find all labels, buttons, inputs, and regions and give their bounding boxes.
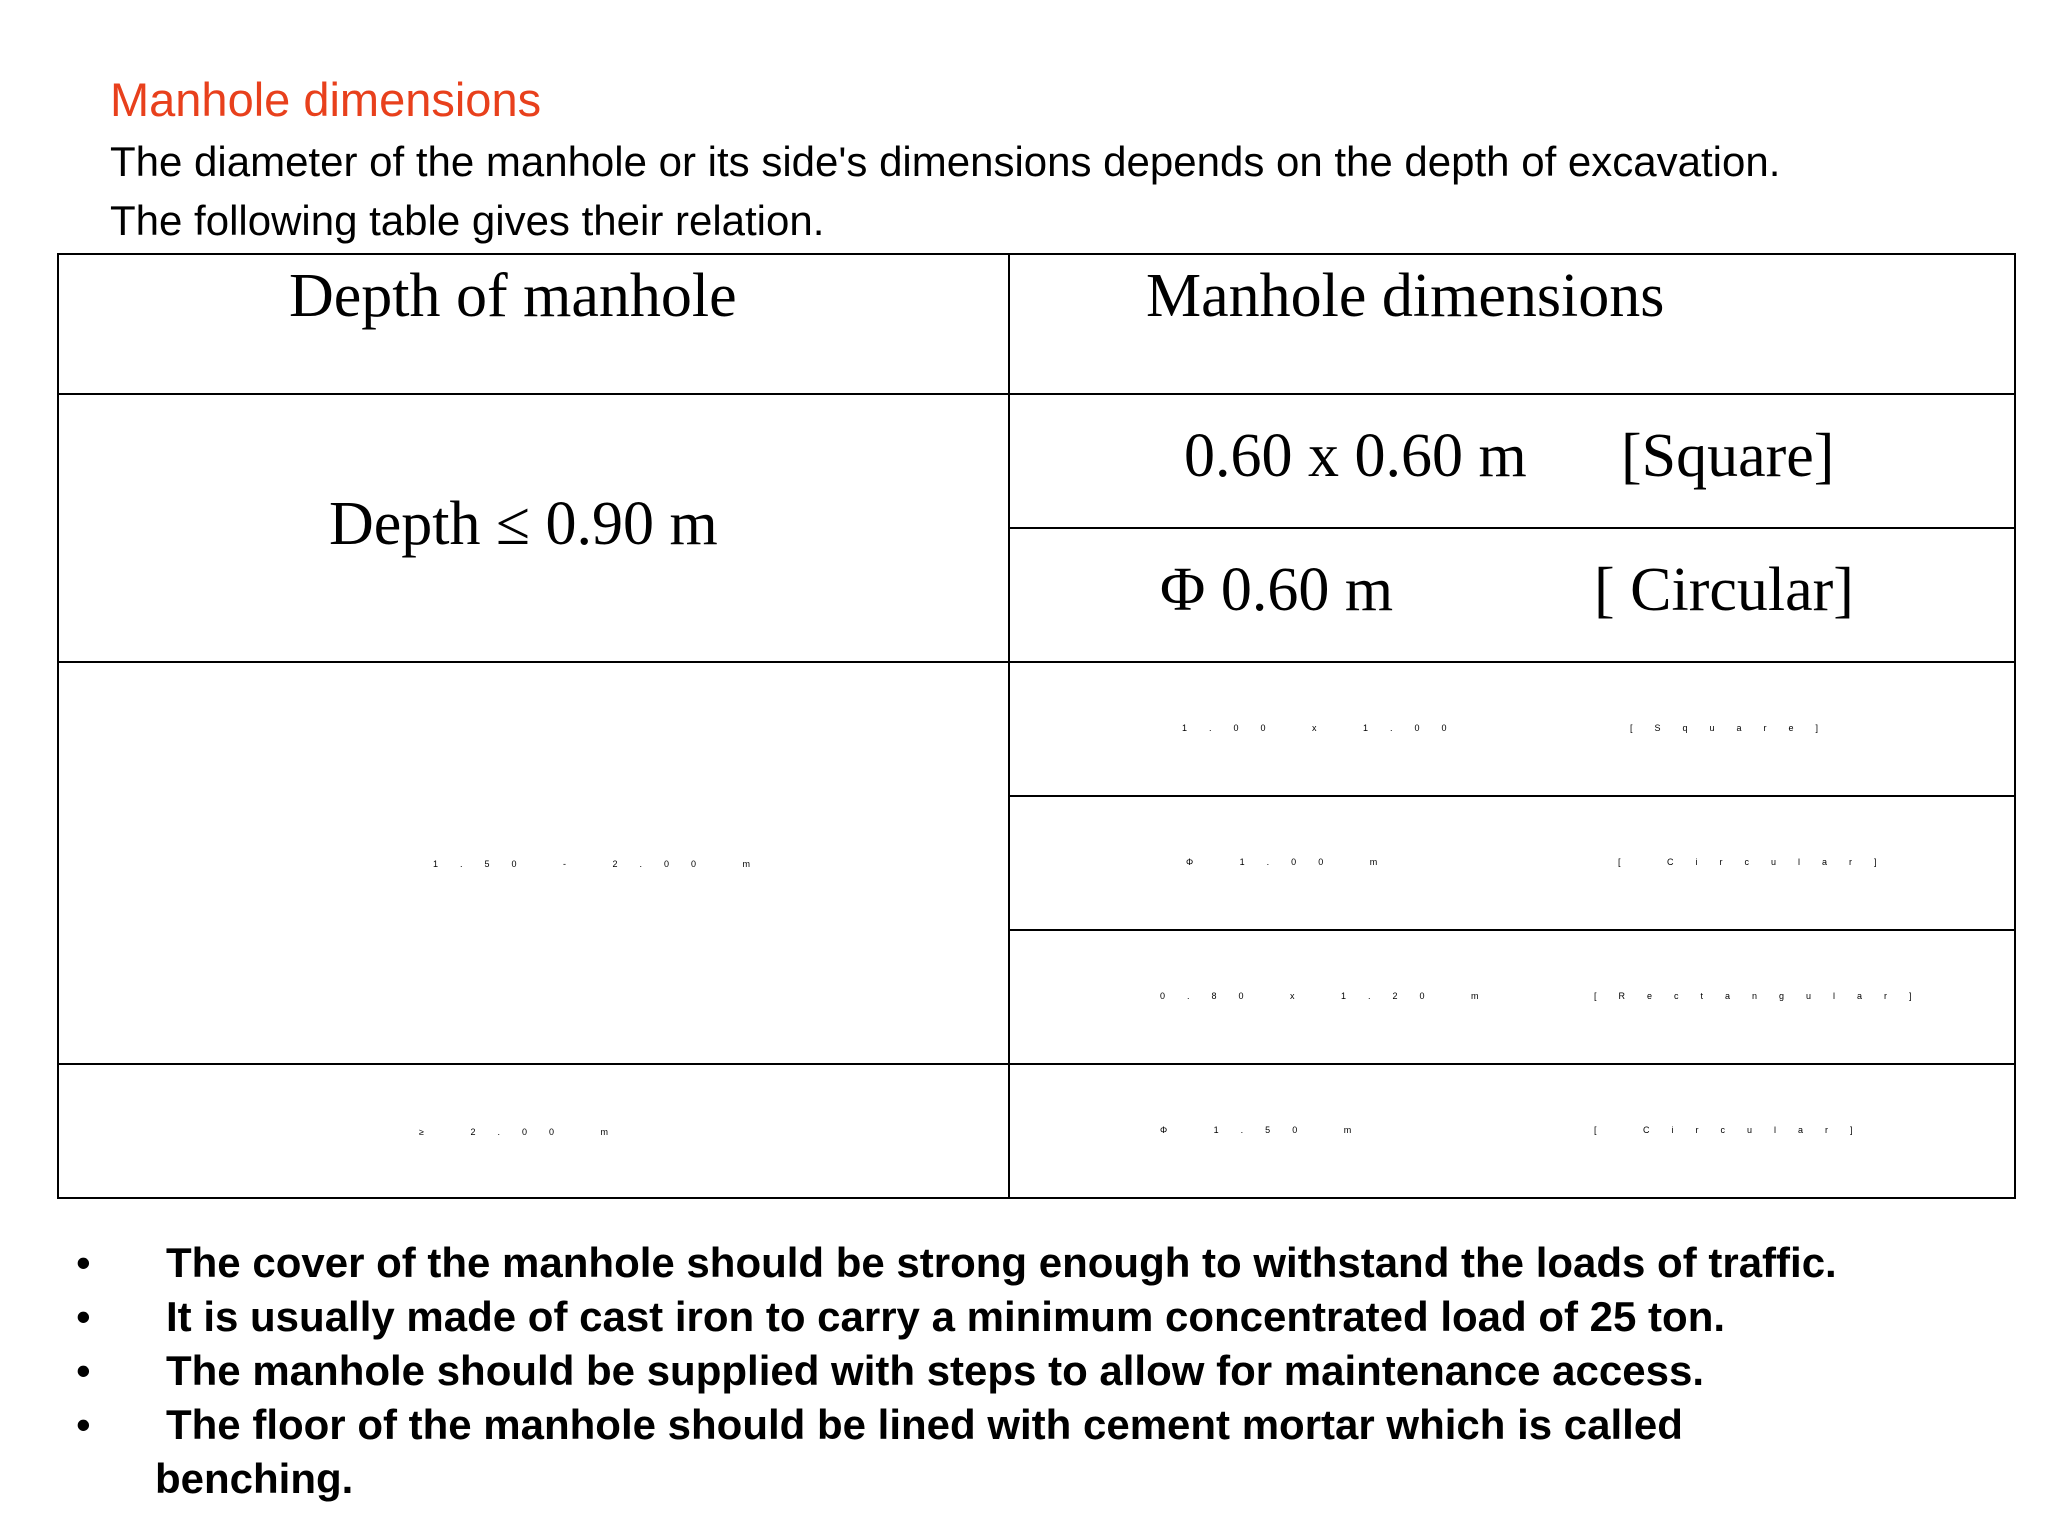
table-header-row [58,254,2015,394]
depth-value: 1.50 - 2.00 m [433,859,773,869]
header-depth: Depth of manhole [289,262,737,330]
dimension-cell [1009,1064,2015,1198]
table-row [58,1064,2015,1198]
dimension-shape: [Square] [1630,723,1841,733]
bullet-marker: • [76,1347,91,1394]
bullet-continuation: benching. [155,1455,354,1502]
dimension-cell [1009,662,2015,796]
depth-cell-3 [58,1064,1009,1198]
intro-line-1: The diameter of the manhole or its side's dimensions depends on the depth of excavation. [110,138,1781,185]
intro-paragraph [110,132,2010,250]
list-item [0,1236,2048,1290]
table-row [58,662,2015,796]
dimension-size: Φ 0.60 m [1160,556,1394,624]
dimension-cell [1009,796,2015,930]
intro-line-2: The following table gives their relation. [110,197,825,244]
bullet-text: The cover of the manhole should be strong enough to withstand the loads of traffic. [166,1239,1837,1286]
bullet-text: It is usually made of cast iron to carry a minimum concentrated load of 25 ton. [166,1293,1726,1340]
depth-value: ≥ 2.00 m [419,1127,630,1137]
dimension-size: Φ 1.50 m [1160,1125,1374,1135]
list-item [0,1398,2048,1452]
bullet-list [0,1236,2048,1506]
dimension-size: 1.00 x 1.00 [1182,723,1469,733]
manhole-dimensions-table [57,253,2016,1199]
dimension-shape: [ Circular] [1594,556,1854,624]
list-item-continuation [0,1452,2048,1506]
dimension-cell [1009,394,2015,528]
dimension-shape: [ Circular] [1594,1125,1875,1135]
bullet-text: The manhole should be supplied with steps to allow for maintenance access. [166,1347,1704,1394]
bullet-text: The floor of the manhole should be lined with cement mortar which is called [166,1401,1683,1448]
header-dimensions: Manhole dimensions [1146,262,1665,330]
header-depth-cell [58,254,1009,394]
dimension-cell [1009,528,2015,662]
dimension-cell [1009,930,2015,1064]
header-dimensions-cell [1009,254,2015,394]
list-item [0,1344,2048,1398]
table-row [58,394,2015,528]
dimension-shape: [Rectangular] [1594,991,1934,1001]
dimension-shape: [ Circular] [1618,857,1899,867]
depth-cell-1 [58,394,1009,662]
list-item [0,1290,2048,1344]
dimension-size: 0.60 x 0.60 m [1184,422,1527,490]
bullet-marker: • [76,1239,91,1286]
dimension-size: 0.80 x 1.20 m [1160,991,1501,1001]
depth-value: Depth ≤ 0.90 m [329,489,718,558]
dimension-size: Φ 1.00 m [1186,857,1400,867]
depth-cell-2 [58,662,1009,1064]
bullet-marker: • [76,1293,91,1340]
bullet-marker: • [76,1401,91,1448]
page-title: Manhole dimensions [110,73,542,126]
dimension-shape: [Square] [1621,422,1835,490]
